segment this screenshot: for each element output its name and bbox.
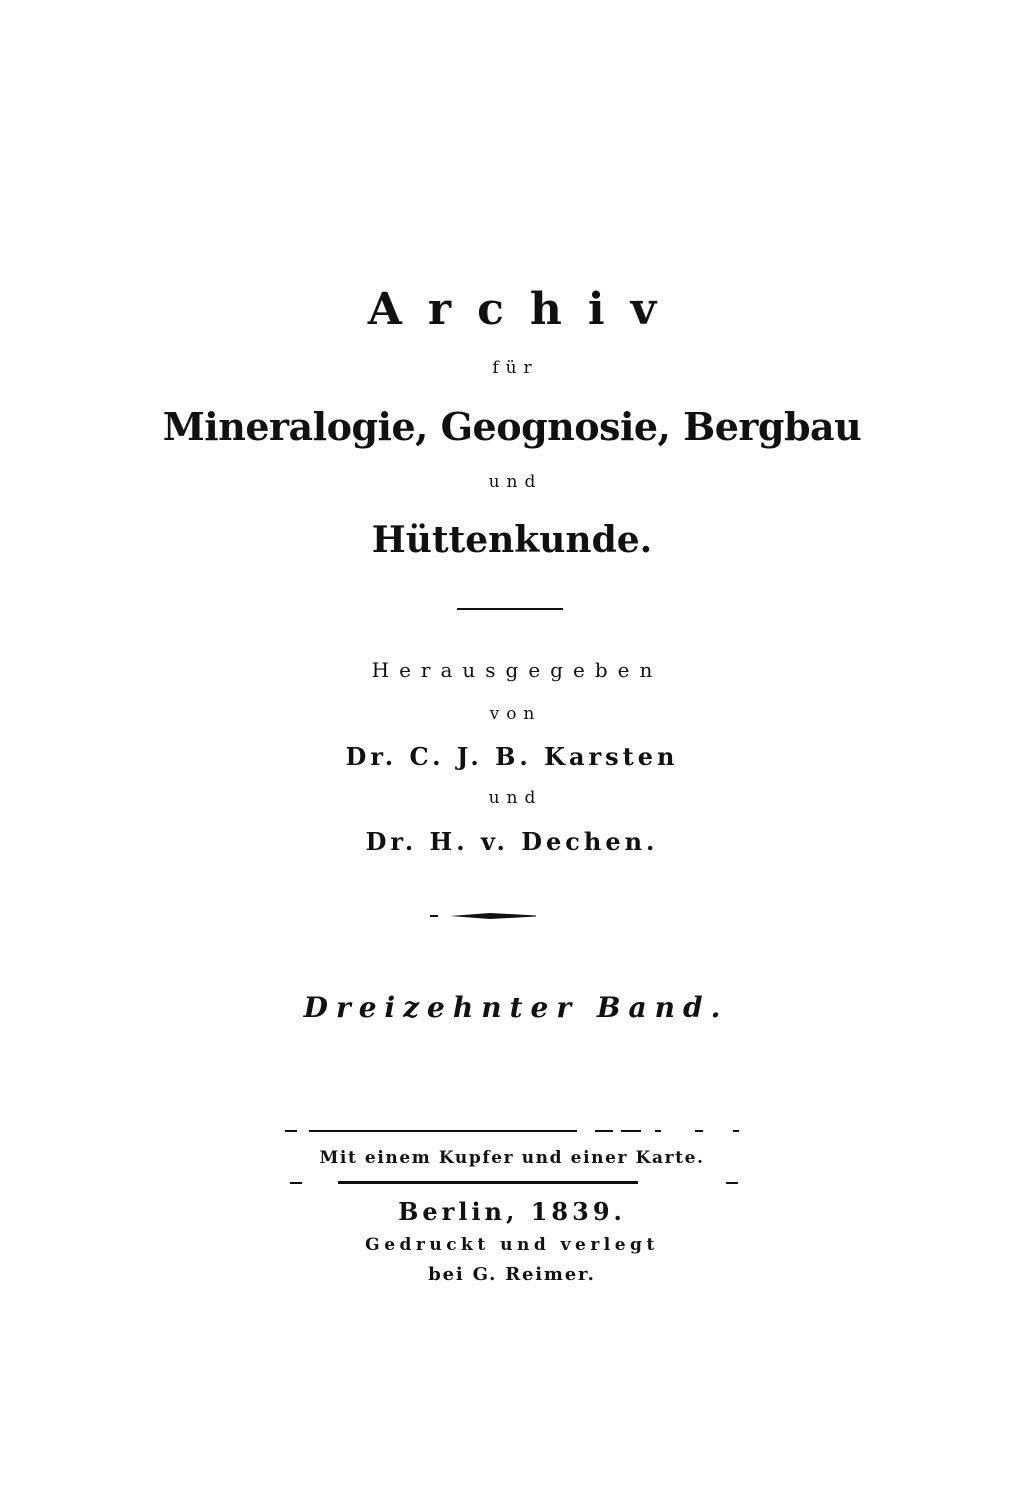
plates-note: Mit einem Kupfer und einer Karte. <box>319 1148 705 1168</box>
conjunction-und-2: und <box>488 788 543 808</box>
subtitle-huettenkunde: Hüttenkunde. <box>371 519 653 561</box>
ornament-rule <box>430 910 536 922</box>
publisher-name: bei G. Reimer. <box>428 1264 596 1285</box>
book-title: Archiv <box>367 284 683 335</box>
decorative-rule-bottom <box>290 1178 738 1188</box>
conjunction-und-1: und <box>488 472 543 492</box>
decorative-rule-top <box>285 1125 740 1135</box>
volume-label: Dreizehnter Band. <box>303 991 729 1024</box>
edited-by-label: Herausgegeben <box>371 658 663 682</box>
place-and-year: Berlin, 1839. <box>398 1197 626 1226</box>
subtitle-subjects: Mineralogie, Geognosie, Bergbau <box>162 404 862 449</box>
editor-karsten: Dr. C. J. B. Karsten <box>345 742 679 771</box>
preposition-von: von <box>489 704 542 724</box>
editor-dechen: Dr. H. v. Dechen. <box>365 827 659 856</box>
preposition-fuer: für <box>492 358 539 378</box>
printed-published-label: Gedruckt und verlegt <box>365 1235 659 1255</box>
divider-rule <box>457 608 563 610</box>
